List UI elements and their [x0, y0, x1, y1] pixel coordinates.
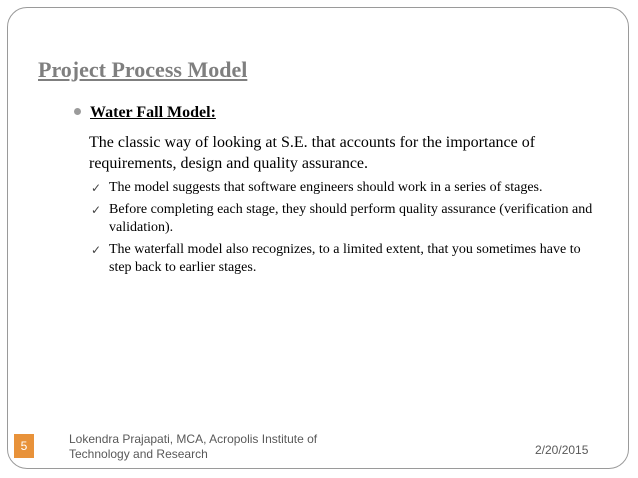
list-item	[91, 201, 594, 237]
footer-date: 2/20/2015	[535, 443, 589, 457]
check-list	[91, 179, 594, 277]
main-bullet	[74, 104, 594, 122]
intro-paragraph: The classic way of looking at S.E. that accounts for the importance of requirements, design and quality assurance.	[89, 134, 536, 172]
list-item-text: The waterfall model also recognizes, to a limited extent, that you sometimes have to step back to earlier stages.	[109, 242, 581, 275]
checkmark-icon: ✓	[91, 243, 102, 257]
slide-number-badge: 5	[14, 434, 34, 458]
list-item-text: The model suggests that software engineers should work in a series of stages.	[109, 180, 543, 195]
slide-content	[74, 104, 594, 281]
list-item-text: Before completing each stage, they should perform quality assurance (verification and validation).	[109, 202, 593, 235]
checkmark-icon: ✓	[91, 181, 102, 195]
footer-author: Lokendra Prajapati, MCA, Acropolis Institute of Technology and Research	[69, 432, 318, 461]
list-item	[91, 241, 594, 277]
checkmark-icon: ✓	[91, 203, 102, 217]
slide-title: Project Process Model	[38, 57, 248, 82]
bullet-dot-icon	[74, 108, 81, 115]
main-bullet-label: Water Fall Model:	[90, 104, 216, 121]
list-item	[91, 179, 594, 197]
